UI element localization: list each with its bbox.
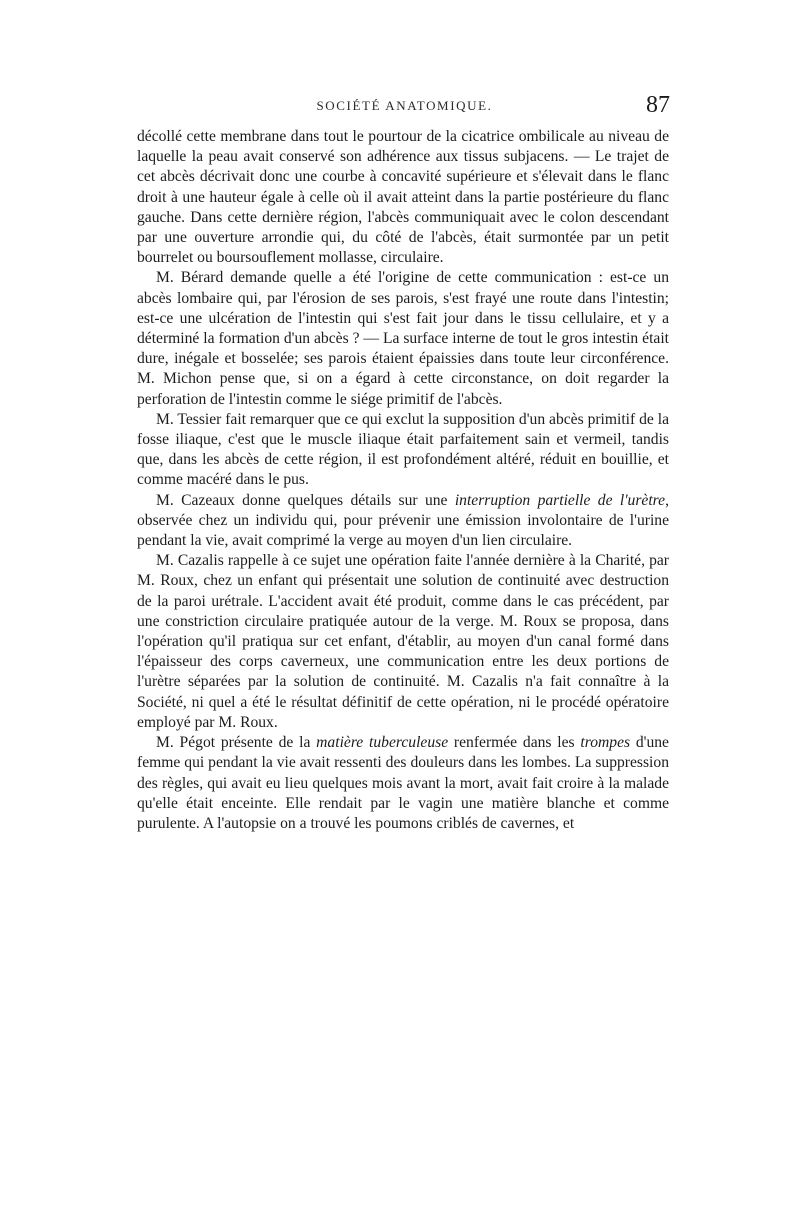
- text-run: M. Pégot présente de la: [156, 734, 317, 752]
- italic-text-run: matière tuberculeuse: [316, 734, 449, 752]
- body-text: [137, 127, 669, 834]
- italic-text-run: interruption partielle de l'urètre: [454, 491, 666, 509]
- running-title: SOCIÉTÉ ANATOMIQUE.: [316, 98, 493, 113]
- text-run: M. Tessier fait remarquer que ce qui exclut la supposition d'un abcès primitif de la fosse iliaque, c'est que le muscle iliaque était parfaitement sain et vermeil, tandis que, dans les abcès de cette région, il est profondément altéré, réduit en bouillie, et comme macéré dans le pus.: [137, 410, 669, 489]
- text-run: M. Bérard demande quelle a été l'origine de cette communication : est-ce un abcès lombaire qui, par l'érosion de ses parois, s'est frayé une route dans l'intestin; est-ce une ulcération de l'intestin qui s'est fait jour dans le tissu cellulaire, et y a déterminé la formation d'un abcès ? — La surface interne de tout le gros intestin était dure, inégale et bosselée; ses parois étaient épaissies dans toute leur circonférence. M. Michon pense que, si on a égard à cette circonstance, on doit regarder la perforation de l'intestin comme le siége primitif de l'abcès.: [137, 269, 669, 408]
- page-header: [137, 92, 672, 124]
- text-run: M. Cazeaux donne quelques détails sur une: [156, 491, 455, 509]
- text-run: renfermée dans les: [448, 734, 581, 752]
- paragraph: [137, 127, 669, 268]
- paragraph: [137, 410, 669, 491]
- paragraph: [137, 491, 669, 552]
- text-run: d'une femme qui pendant la vie avait ressenti des douleurs dans les lombes. La suppression des règles, qui avait eu lieu quelques mois avant la mort, avait fait croire à la malade qu'elle était enceinte. Elle rendait par le vagin une matière blanche et comme purulente. A l'autopsie on a trouvé les poumons criblés de cavernes, et: [137, 734, 669, 832]
- page-number: 87: [646, 92, 670, 118]
- italic-text-run: trompes: [580, 734, 631, 752]
- paragraph: [137, 733, 669, 834]
- text-run: décollé cette membrane dans tout le pourtour de la cicatrice ombilicale au niveau de laquelle la peau avait conservé son adhérence aux tissus subjacens. — Le trajet de cet abcès décrivait donc une courbe à concavité supérieure et s'élevait dans le flanc droit à une hauteur égale à celle où il avait atteint dans la partie postérieure du flanc gauche. Dans cette dernière région, l'abcès communiquait avec le colon descendant par une ouverture arrondie qui, du côté de l'abcès, était surmontée par un petit bourrelet ou boursouflement mollasse, circulaire.: [137, 128, 669, 267]
- paragraph: [137, 268, 669, 409]
- text-run: M. Cazalis rappelle à ce sujet une opération faite l'année dernière à la Charité, par M. Roux, chez un enfant qui présentait une solution de continuité avec destruction de la paroi urétrale. L'accident avait été produit, comme dans le cas précédent, par une constriction circulaire pratiquée autour de la verge. M. Roux se proposa, dans l'opération qu'il pratiqua sur cet enfant, d'établir, au moyen d'un canal formé dans l'épaisseur des corps caverneux, une communication entre les deux portions de l'urètre séparées par la solution de continuité. M. Cazalis n'a fait connaître à la Société, ni quel a été le résultat définitif de cette opération, ni le procédé opératoire employé par M. Roux.: [137, 552, 669, 731]
- paragraph: [137, 551, 669, 733]
- text-run: , observée chez un individu qui, pour prévenir une émission involontaire de l'urine pendant la vie, avait comprimé la verge au moyen d'un lien circulaire.: [137, 491, 669, 550]
